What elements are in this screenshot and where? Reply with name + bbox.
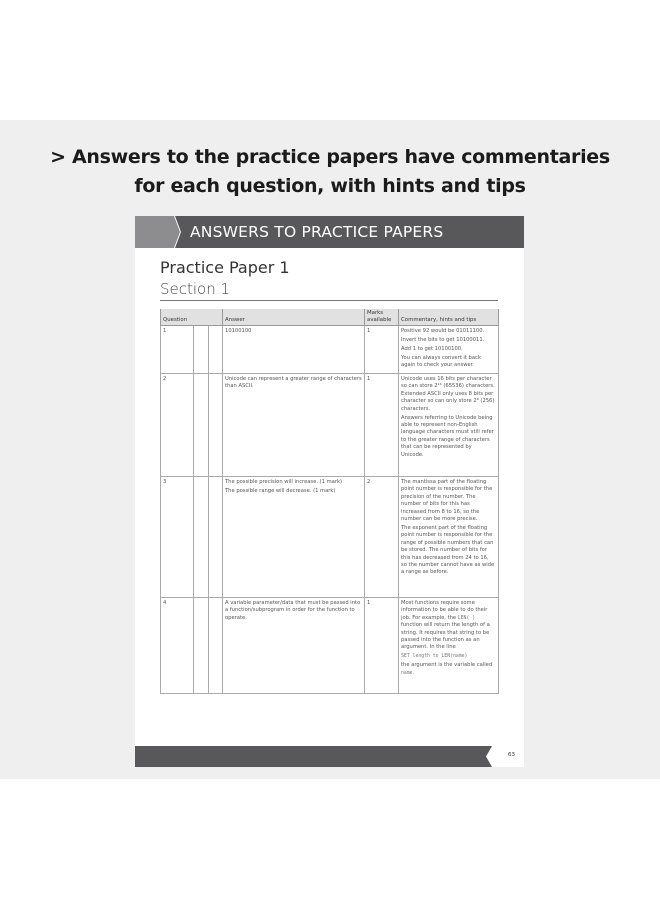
- commentary-fragment: the argument is the variable called: [401, 662, 493, 669]
- header-question: Question: [161, 309, 223, 326]
- caption-line-1: > Answers to the practice papers have commentaries: [50, 146, 610, 168]
- commentary-text: Add 1 to get 10100100.: [401, 345, 463, 352]
- question-subcell: [194, 477, 209, 598]
- page-footer: [135, 746, 524, 767]
- commentary-fragment: function will return the length of a string. It requires that string to be passed into the function as an argument. In the line: [401, 622, 490, 651]
- table-row: [161, 477, 499, 598]
- question-subcell: [194, 374, 209, 477]
- commentary-fragment: .: [412, 669, 415, 676]
- answer-text: Unicode can represent a greater range of characters than ASCII.: [225, 376, 362, 390]
- table-header-row: [161, 309, 499, 326]
- table-row: [161, 374, 499, 477]
- commentary-text: Invert the bits to get 10100011.: [401, 336, 485, 343]
- commentary-text: Answers referring to Unicode being able to represent non-English language characters must still refer to the greater range of characters that can be represented by Unicode.: [401, 414, 494, 458]
- answer-text: A variable parameter/data that must be passed into a function/subprogram in order for the function to operate.: [225, 600, 361, 621]
- marks-cell: 1: [365, 598, 399, 694]
- title-divider: [160, 300, 498, 301]
- commentary-text: Unicode uses 16 bits per character so can store 2¹⁶ (65536) characters. Extended ASCII only uses 8 bits per character so can only store 2⁸ (256) characters.: [401, 376, 495, 412]
- question-number: 3: [161, 477, 194, 598]
- commentary-text: [401, 600, 496, 652]
- question-number: 2: [161, 374, 194, 477]
- header-commentary: Commentary, hints and tips: [399, 309, 499, 326]
- question-number: 1: [161, 326, 194, 374]
- commentary-text: [401, 662, 496, 677]
- caption-line-2: for each question, with hints and tips: [134, 175, 526, 197]
- chapter-banner: [135, 216, 524, 248]
- marks-cell: 1: [365, 326, 399, 374]
- code-line: SET length to LEN(name): [401, 654, 468, 660]
- commentary-text: The mantissa part of the floating point number is responsible for the precision of the number. The number of bits for this has increased from 8 to 16, so the number can be more precise.: [401, 479, 493, 523]
- answer-cell: [223, 374, 365, 477]
- answer-cell: [223, 477, 365, 598]
- commentary-cell: [399, 598, 499, 694]
- answer-text: The possible range will decrease. (1 mark): [225, 488, 336, 495]
- commentary-cell: [399, 477, 499, 598]
- question-subcell: [209, 326, 223, 374]
- answer-cell: [223, 598, 365, 694]
- table-row: [161, 598, 499, 694]
- chevron-right-icon: [169, 216, 183, 248]
- question-subcell: [194, 598, 209, 694]
- commentary-cell: [399, 326, 499, 374]
- question-number: 4: [161, 598, 194, 694]
- inline-code: name: [401, 670, 413, 676]
- book-page: [135, 216, 524, 767]
- answers-table: [160, 309, 499, 694]
- commentary-cell: [399, 374, 499, 477]
- header-marks: Marks available: [365, 309, 399, 326]
- commentary-text: Positive 92 would be 01011100.: [401, 328, 485, 334]
- commentary-text: You can always convert it back again to check your answer.: [401, 354, 481, 369]
- marks-cell: 1: [365, 374, 399, 477]
- table-row: [161, 326, 499, 374]
- paper-title: Practice Paper 1: [160, 258, 290, 277]
- commentary-fragment: Most functions require some information to be able to do their job. For example, the: [401, 600, 488, 621]
- question-subcell: [194, 326, 209, 374]
- answer-text: The possible precision will increase. (1 mark): [225, 479, 342, 486]
- answer-text: 10100100: [225, 328, 252, 334]
- question-subcell: [209, 477, 223, 598]
- inline-code: LEN( ): [457, 615, 476, 621]
- section-title: Section 1: [160, 280, 231, 298]
- page-number: 63: [508, 752, 515, 758]
- header-answer: Answer: [223, 309, 365, 326]
- commentary-text: The exponent part of the floating point number is responsible for the range of possible numbers that can be stored. The number of bits for this has decreased from 24 to 16, so the number cannot have as wide a range as before.: [401, 524, 495, 576]
- marks-cell: 2: [365, 477, 399, 598]
- answer-cell: [223, 326, 365, 374]
- caption: [0, 143, 660, 201]
- banner-title: ANSWERS TO PRACTICE PAPERS: [190, 223, 444, 241]
- footer-bar: [135, 746, 524, 767]
- question-subcell: [209, 374, 223, 477]
- question-subcell: [209, 598, 223, 694]
